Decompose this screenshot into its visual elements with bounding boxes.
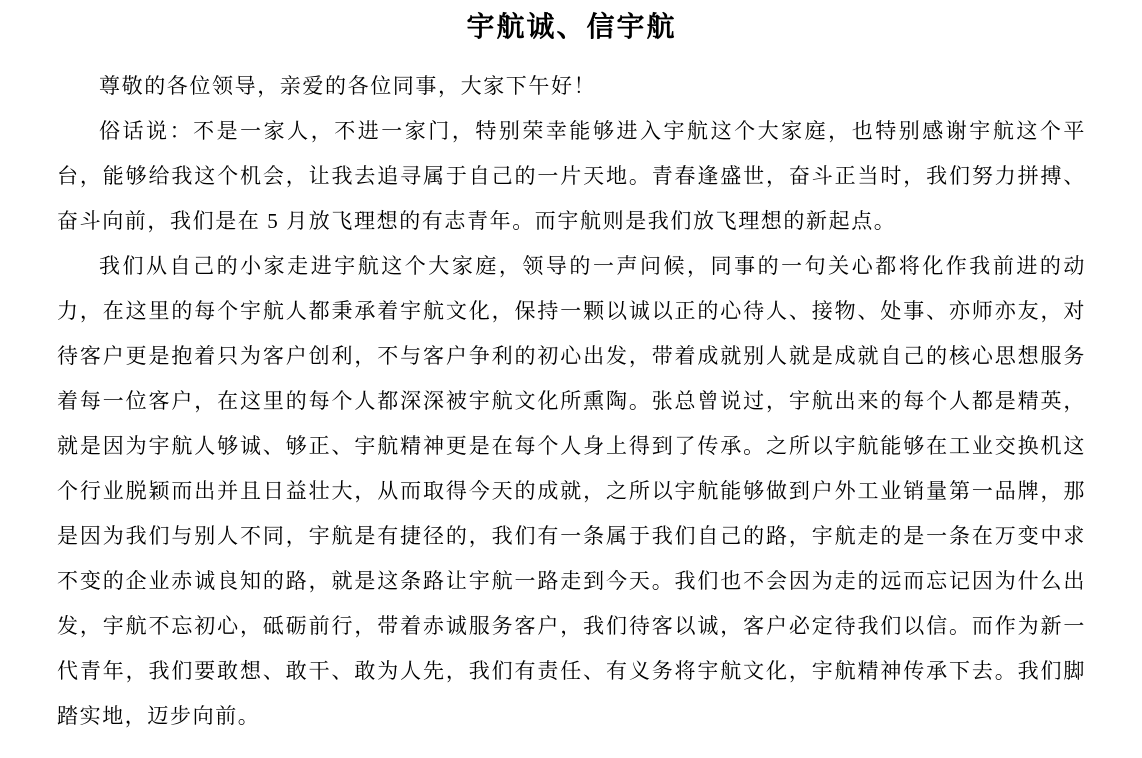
paragraph-greeting: 尊敬的各位领导，亲爱的各位同事，大家下午好！ xyxy=(99,74,597,98)
paragraph-body: 我们从自己的小家走进宇航这个大家庭，领导的一声问候，同事的一句关心都将化作我前进的动力，在这里的每个宇航人都秉承着宇航文化，保持一颗以诚以正的心待人、接物、处事、亦师亦友，对待客户更是抱着只为客户创利，不与客户争利的初心出发，带着成就别人就是成就自己的核心思想服务着每一位客户，在这里的每个人都深深被宇航文化所熏陶。张总曾说过，宇航出来的每个人都是精英，就是因为宇航人够诚、够正、宇航精神更是在每个人身上得到了传承。之所以宇航能够在工业交换机这个行业脱颖而出并且日益壮大，从而取得今天的成就，之所以宇航能够做到户外工业销量第一品牌，那是因为我们与别人不同，宇航是有捷径的，我们有一条属于我们自己的路，宇航走的是一条在万变中求不变的企业赤诚良知的路，就是这条路让宇航一路走到今天。我们也不会因为走的远而忘记因为什么出发，宇航不忘初心，砥砺前行，带着赤诚服务客户，我们待客以诚，客户必定待我们以信。而作为新一代青年，我们要敢想、敢干、敢为人先，我们有责任、有义务将宇航文化，宇航精神传承下去。我们脚踏实地，迈步向前。 xyxy=(57,254,1086,728)
paragraph-intro: 俗话说：不是一家人，不进一家门，特别荣幸能够进入宇航这个大家庭，也特别感谢宇航这个平台，能够给我这个机会，让我去追寻属于自己的一片天地。青春逢盛世，奋斗正当时，我们努力拼搏、奋斗向前，我们是在 5 月放飞理想的有志青年。而宇航则是我们放飞理想的新起点。 xyxy=(57,119,1086,233)
document-title: 宇航诚、信宇航 xyxy=(466,12,677,43)
